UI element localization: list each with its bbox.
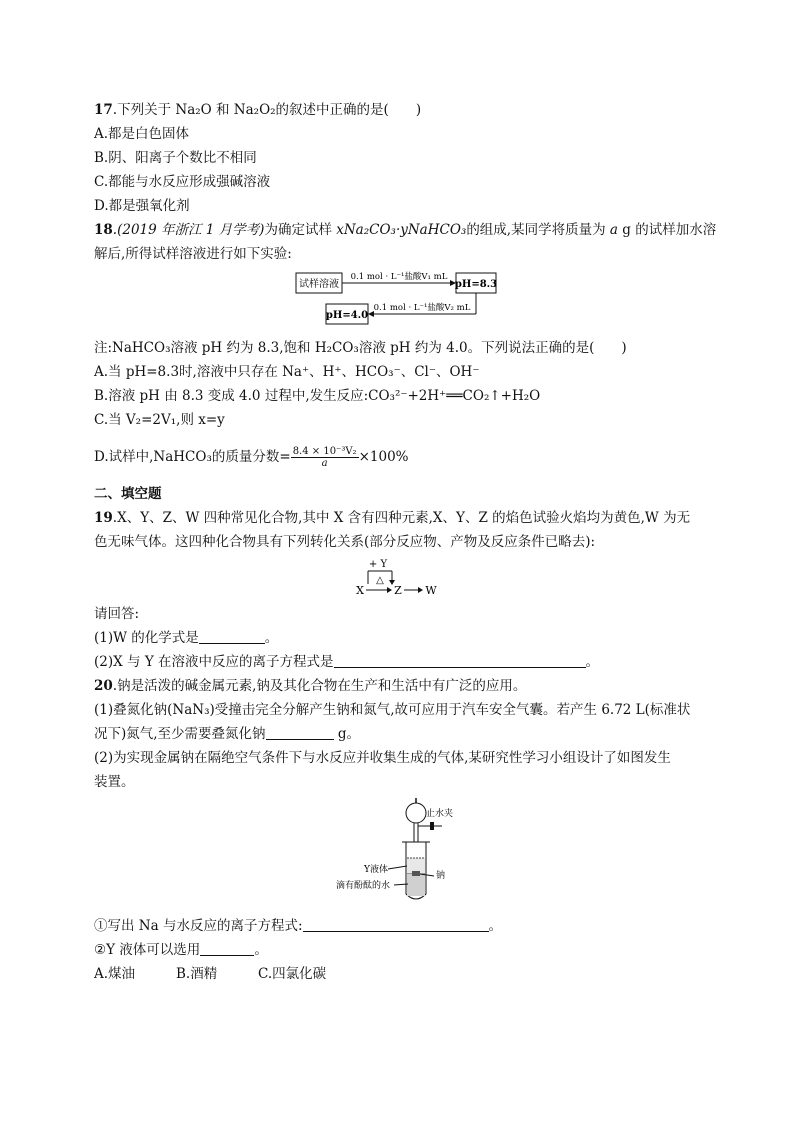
diagram-plus-y: + Y	[368, 559, 388, 570]
fraction-numerator: 8.4 × 10⁻³V₂	[292, 446, 357, 457]
q20-sub2-text: ②Y 液体可以选用	[94, 942, 201, 958]
q19-part2-answer-blank[interactable]	[334, 653, 586, 668]
q20-number: 20	[94, 678, 113, 694]
q18-option-d-fraction	[291, 446, 359, 469]
q20-sub2-answer-blank[interactable]	[200, 941, 254, 956]
flow-arrow-2-label: 0.1 mol · L⁻¹盐酸V₂ mL	[373, 303, 471, 313]
q20-part2-line2: 装置。	[94, 774, 135, 790]
q18-option-d-suffix: ×100%	[358, 449, 409, 465]
label-sodium: 钠	[436, 871, 446, 881]
q18-option-d	[94, 446, 409, 469]
q20-option-a: A.煤油	[94, 966, 136, 982]
diagram-arrow-zw-head	[418, 587, 423, 593]
q18-stem	[94, 220, 716, 240]
q19-stem-text-1: .X、Y、Z、W 四种常见化合物,其中 X 含有四种元素,X、Y、Z 的焰色试验火焰均为黄色,W 为无	[112, 510, 691, 526]
q18-flow-diagram	[290, 268, 510, 330]
q18-source: .(2019 年浙江 1 月学考)	[112, 222, 265, 238]
q17-number: 17	[94, 102, 113, 118]
q18-note: 注:NaHCO₃溶液 pH 约为 8.3,饱和 H₂CO₃溶液 pH 约为 4.0。下列说法正确的是( )	[94, 340, 627, 356]
flow-box-ph40-label: pH=4.0	[325, 310, 369, 321]
q20-option-c: C.四氯化碳	[258, 966, 327, 982]
q18-option-c: C.当 V₂=2V₁,则 x=y	[94, 412, 225, 428]
q19-ask: 请回答:	[94, 606, 140, 622]
q19-part2-text: (2)X 与 Y 在溶液中反应的离子方程式是	[94, 654, 334, 670]
q17-stem	[94, 100, 421, 120]
q20-option-b: B.酒精	[176, 966, 218, 982]
q19-part1-answer-blank[interactable]	[199, 629, 265, 644]
q18-number: 18	[94, 222, 113, 238]
q17-option-c: C.都能与水反应形成强碱溶液	[94, 174, 271, 190]
q19-part1-end: 。	[264, 630, 279, 646]
q17-option-b: B.阴、阳离子个数比不相同	[94, 150, 257, 166]
flow-box-sample-label: 试样溶液	[299, 279, 339, 290]
q17-option-d: D.都是强氧化剂	[94, 198, 190, 214]
q20-part1-end: g。	[333, 726, 360, 742]
q19-conversion-diagram	[354, 556, 444, 598]
q20-part1-text: 况下)氮气,至少需要叠氮化钠	[94, 726, 266, 742]
q20-part2-line1: (2)为实现金属钠在隔绝空气条件下与水反应并收集生成的气体,某研究性学习小组设计了如图发生	[94, 750, 671, 766]
q19-part2-end: 。	[585, 654, 600, 670]
clamp-icon	[430, 822, 434, 830]
q20-part1-answer-blank[interactable]	[266, 725, 334, 740]
q19-number: 19	[94, 510, 113, 526]
q20-options	[94, 964, 326, 984]
diagram-delta: △	[376, 575, 384, 586]
q18-option-d-prefix: D.试样中,NaHCO₃的质量分数=	[94, 449, 291, 465]
label-clamp: 止水夹	[426, 809, 454, 819]
q19-stem-line1	[94, 508, 690, 528]
q20-sub1	[94, 916, 502, 936]
q20-sub1-end: 。	[488, 918, 502, 934]
q20-sub2-end: 。	[254, 942, 268, 958]
q20-stem	[94, 676, 526, 696]
q20-part1-line2	[94, 724, 360, 744]
fraction-denominator: a	[321, 458, 328, 469]
q17-stem-text: .下列关于 Na₂O 和 Na₂O₂的叙述中正确的是( )	[112, 102, 422, 118]
q18-option-b: B.溶液 pH 由 8.3 变成 4.0 过程中,发生反应:CO₃²⁻+2H⁺══CO₂↑+H₂O	[94, 388, 541, 404]
flow-arrow-1-label: 0.1 mol · L⁻¹盐酸V₁ mL	[350, 272, 448, 282]
q18-stem-a: 为确定试样	[264, 222, 337, 238]
diagram-w: W	[425, 584, 437, 597]
q18-option-a: A.当 pH=8.3时,溶液中只存在 Na⁺、H⁺、HCO₃⁻、Cl⁻、OH⁻	[94, 364, 480, 380]
pointer-y-liquid	[388, 866, 407, 869]
q17-option-a: A.都是白色固体	[94, 126, 190, 142]
q18-stem-b: 的组成,某同学将质量为	[466, 222, 610, 238]
q18-mass-symbol: a	[609, 222, 618, 238]
q20-part1-line1: (1)叠氮化钠(NaN₃)受撞击完全分解产生钠和氮气,故可应用于汽车安全气囊。若产生 6.72 L(标准状	[94, 702, 691, 718]
q19-stem-line2: 色无味气体。这四种化合物具有下列转化关系(部分反应物、产物及反应条件已略去):	[94, 534, 596, 550]
label-y-liquid: Y液体	[364, 865, 388, 875]
flow-box-ph83-label: pH=8.3	[454, 279, 498, 290]
q19-part1-text: (1)W 的化学式是	[94, 630, 199, 646]
q18-formula: xNa₂CO₃·yNaHCO₃	[336, 222, 467, 238]
water-layer	[407, 874, 425, 896]
q19-part2	[94, 652, 599, 672]
diagram-z: Z	[394, 584, 402, 597]
q20-sub1-answer-blank[interactable]	[303, 917, 489, 932]
q20-sub1-text: ①写出 Na 与水反应的离子方程式:	[94, 918, 303, 934]
q20-apparatus-diagram	[330, 796, 490, 906]
q19-part1	[94, 628, 278, 648]
label-water: 滴有酚酞的水	[336, 881, 391, 891]
funnel-bulb	[406, 803, 426, 823]
q18-stem-line2: 解后,所得试样溶液进行如下实验:	[94, 246, 292, 262]
q18-stem-c: g 的试样加水溶	[617, 222, 717, 238]
q20-stem-text: .钠是活泼的碱金属元素,钠及其化合物在生产和生活中有广泛的应用。	[112, 678, 527, 694]
diagram-arrow-xz-head	[387, 587, 392, 593]
sodium-piece	[412, 871, 420, 876]
q20-sub2	[94, 940, 268, 960]
diagram-x: X	[356, 584, 364, 597]
section-heading: 二、填空题	[94, 486, 162, 502]
